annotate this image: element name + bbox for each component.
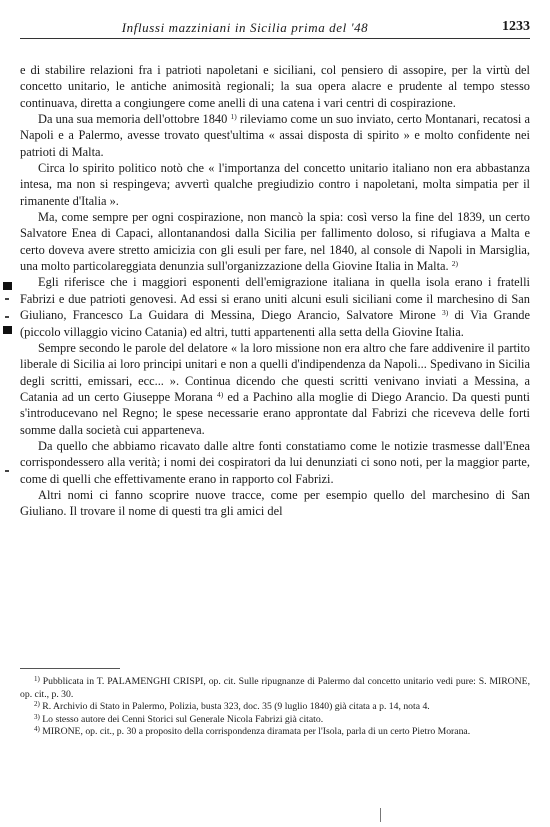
paragraph [20,160,530,209]
page-number: 1233 [502,19,530,34]
running-header [20,18,530,39]
footnote-number: 3) [34,712,40,721]
footnote [20,676,530,701]
paragraph [20,209,530,274]
paragraph-text: Ma, come sempre per ogni cospirazione, non mancò la spia: così verso la fine del 1839, un certo Salvatore Enea di Capaci, allontanandosi dalla Sicilia per fallimento doloso, si rifugiava a Malta e certo doveva avere stretto amicizia con gli esuli per fare, nel 1840, al console di Napoli in Marsiglia, una molto particolareggiata denunzia sull'organizzazione della Giovine Italia in Malta. [20,210,530,274]
paragraph [20,340,530,438]
footnote-text: Pubblicata in T. PALAMENGHI CRISPI, op. cit. Sulle ripugnanze di Palermo dal concetto unitario vedi pure: S. MIRONE, op. cit., p. 30. [20,676,531,700]
footnote [20,726,530,739]
main-text [20,62,530,520]
footnote-reference: 4) [216,389,224,399]
margin-mark-icon [3,282,12,290]
margin-tick-icon [5,470,9,472]
footnote-number: 2) [34,700,40,709]
footnote-number: 1) [34,675,40,683]
paragraph-text: ed a Pachino alla moglie di Diego Arancio. Da questi punti s'introducevano nel Regno; le spese necessarie erano approntate dal Fabrizi che riceveva delle forti somme dalla società cui apparteneva. [20,389,531,437]
paragraph [20,438,530,487]
paragraph-text: rileviamo come un suo inviato, certo Montanari, recatosi a Napoli e a Palermo, avesse trovato quest'ultima « assai disposta di spirito » e molto confidente nei patrioti di Malta. [20,112,531,159]
margin-mark-icon [3,326,12,334]
paragraph-text: Circa lo spirito politico notò che « l'importanza del concetto unitario italiano non era abbastanza intesa, ma non si respingeva; avvertì qualche pregiudizio contro i napoletani, molta simpatia per il rimanente d'Italia ». [20,161,530,208]
margin-tick-icon [5,298,9,300]
scan-artifact-icon [380,808,381,822]
footnote-reference: 1) [230,112,237,122]
footnote-number: 4) [34,725,40,734]
footnote-reference: 3) [441,308,449,318]
paragraph [20,111,530,160]
margin-tick-icon [5,316,9,318]
paragraph-text: Sempre secondo le parole del delatore « la loro missione non era altro che fare addivenire il partito liberale di Sicilia ai loro principi unitari e non a quelli d'indipendenza da Napoli... Spedivano in Sicilia degli scritti, emissari, ecc... ». Continua dicendo che questi scritti venivano inviati a Messina, a Catania ad un certo Giuseppe Morana [20,340,530,404]
paragraph [20,274,530,339]
paragraph-text: Altri nomi ci fanno scoprire nuove tracce, come per esempio quello del marchesino di San Giuliano. Il trovare il nome di questi tra gli amici del [20,487,530,519]
running-title: Influssi mazziniani in Sicilia prima del '48 [121,20,369,35]
footnote-reference: 2) [451,259,458,269]
footnotes [20,676,530,739]
paragraph-text: e di stabilire relazioni fra i patrioti napoletani e siciliani, col pensiero di assopire, per la virtù del concetto unitario, le antiche animosità regionali; la sua opera alacre e prudente al tempo stesso continuava, diretta a congiungere come anelli di una catena i vari centri di cospirazione. [20,63,530,110]
paragraph [20,487,530,520]
footnote [20,714,530,727]
footnote-text: R. Archivio di Stato in Palermo, Polizia, busta 323, doc. 35 (9 luglio 1840) già citata a p. 14, nota 4. [42,701,430,713]
paragraph-text: Egli riferisce che i maggiori esponenti dell'emigrazione italiana in quella isola erano i fratelli Fabrizi e due patrioti genovesi. Ad essi si erano uniti alcuni esuli siciliani come il marchesino di San Giuliano, Francesco La Guidara di Messina, Diego Arancio, Salvatore Mirone [20,275,530,323]
paragraph [20,62,530,111]
paragraph-text: Da quello che abbiamo ricavato dalle altre fonti constatiamo come le notizie trasmesse dall'Enea corrispondessero alla verità; i nomi dei cospiratori da lui denunziati ci sono noti, per la maggior parte, come di quelli che effettivamente erano in rapporto col Fabrizi. [20,438,530,486]
footnote-text: MIRONE, op. cit., p. 30 a proposito della corrispondenza diramata per l'Isola, parla di un certo Pietro Morana. [42,726,471,738]
footnote [20,701,530,714]
paragraph-text: Da una sua memoria dell'ottobre 1840 [38,112,231,127]
footnote-divider [20,668,120,669]
footnote-text: Lo stesso autore dei Cenni Storici sul Generale Nicola Fabrizi già citato. [42,713,324,725]
paragraph-text: di Via Grande (piccolo villaggio vicino Catania) ed altri, tutti appartenenti alla setta della Giovine Italia. [20,308,530,339]
